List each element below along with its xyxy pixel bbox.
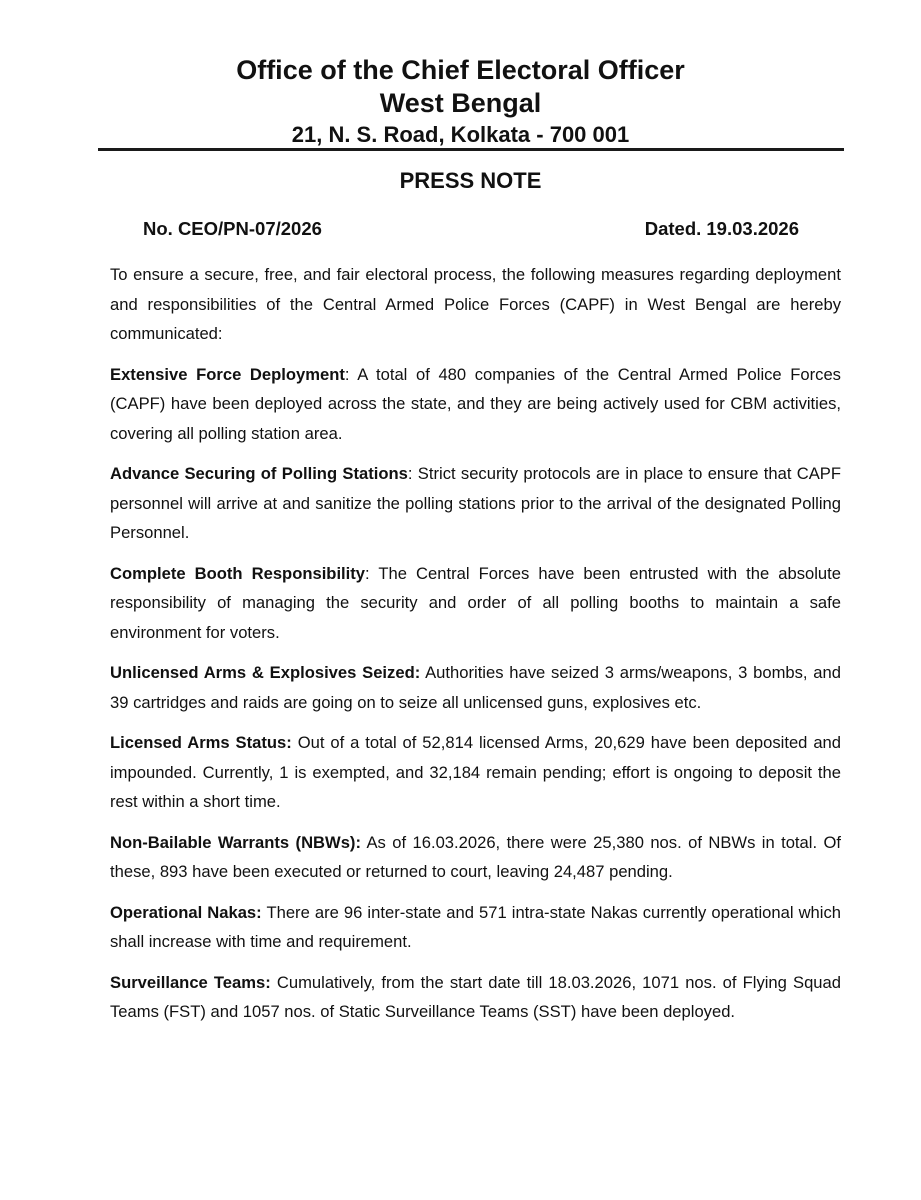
header-divider: [98, 148, 844, 151]
office-address: 21, N. S. Road, Kolkata - 700 001: [291, 122, 630, 147]
section-text: Cumulatively, from the start date till 18.03.2026, 1071 nos. of Flying Squad Teams (FST) and 1057 nos. of Static Surveillance Teams (SST) have been deployed.: [110, 972, 841, 1021]
office-name-heading: Office of the Chief Electoral Officer: [236, 55, 685, 85]
section-text: A total of 480 companies of the Central Armed Police Forces (CAPF) have been deployed across the state, and they are being actively used for CBM activities, covering all polling station area.: [110, 364, 841, 443]
section-securing-polling-stations: [110, 459, 841, 548]
section-heading: Unlicensed Arms & Explosives Seized:: [110, 663, 421, 682]
section-heading: Non-Bailable Warrants (NBWs):: [110, 832, 361, 852]
section-heading: Complete Booth Responsibility: [110, 563, 366, 583]
section-separator: :: [407, 464, 413, 483]
section-booth-responsibility: [110, 559, 841, 648]
reference-number: No. CEO/PN-07/2026: [143, 218, 322, 239]
section-surveillance-teams: [110, 968, 841, 1027]
section-licensed-arms: [110, 728, 841, 817]
section-heading: Operational Nakas:: [110, 902, 262, 922]
section-operational-nakas: [110, 898, 841, 957]
office-state-heading: West Bengal: [379, 88, 542, 118]
section-text: Strict security protocols are in place to ensure that CAPF personnel will arrive at and sanitize the polling stations prior to the arrival of the designated Polling Personnel.: [110, 464, 841, 542]
reference-date: Dated. 19.03.2026: [644, 218, 799, 239]
press-note-title: PRESS NOTE: [399, 168, 542, 193]
section-heading: Licensed Arms Status:: [110, 733, 292, 752]
section-text: The Central Forces have been entrusted with the absolute responsibility of managing the security and order of all polling booths to maintain a safe environment for voters.: [110, 563, 841, 642]
section-heading: Surveillance Teams:: [110, 972, 271, 992]
section-separator: :: [365, 563, 370, 583]
section-text: There are 96 inter-state and 571 intra-state Nakas currently operational which shall increase with time and requirement.: [110, 902, 841, 951]
section-nbws: [110, 828, 841, 887]
section-heading: Extensive Force Deployment: [110, 364, 345, 384]
intro-paragraph: To ensure a secure, free, and fair electoral process, the following measures regarding deployment and responsibilities of the Central Armed Police Forces (CAPF) in West Bengal are hereby communicated:: [110, 265, 841, 343]
section-text: Out of a total of 52,814 licensed Arms, 20,629 have been deposited and impounded. Currently, 1 is exempted, and 32,184 remain pending; effort is ongoing to deposit the rest within a short time.: [110, 733, 842, 811]
section-unlicensed-arms: [110, 658, 841, 717]
press-note-body: [110, 260, 841, 1038]
section-separator: :: [344, 364, 350, 384]
section-force-deployment: [110, 360, 841, 449]
section-text: As of 16.03.2026, there were 25,380 nos. of NBWs in total. Of these, 893 have been executed or returned to court, leaving 24,487 pending.: [110, 832, 841, 881]
section-heading: Advance Securing of Polling Stations: [110, 464, 408, 483]
section-text: Authorities have seized 3 arms/weapons, 3 bombs, and 39 cartridges and raids are going on to seize all unlicensed guns, explosives etc.: [110, 663, 841, 712]
